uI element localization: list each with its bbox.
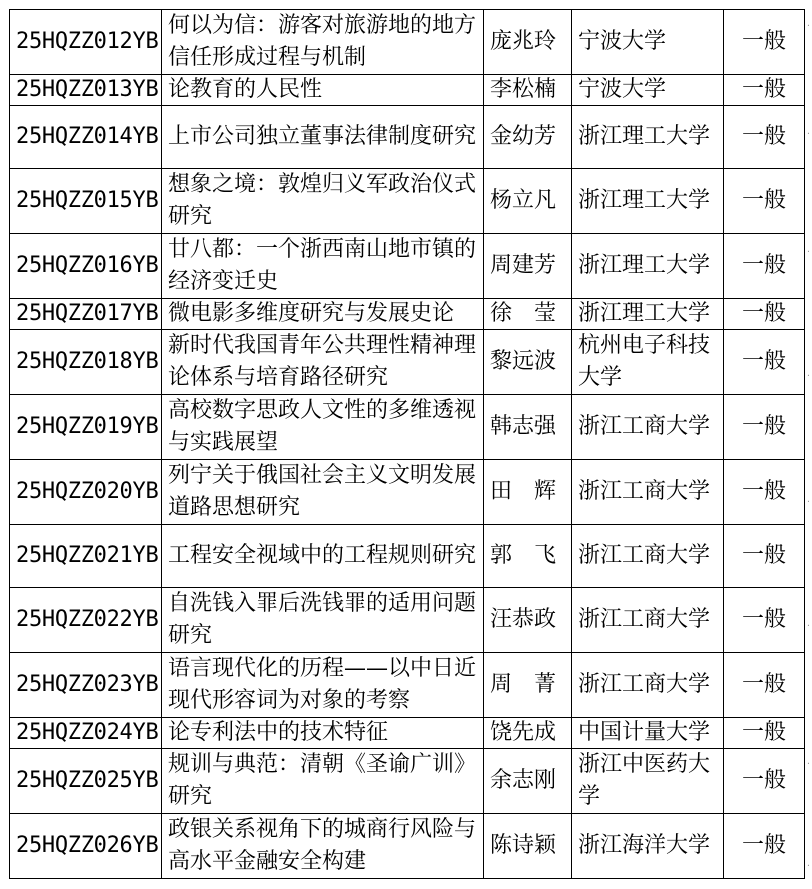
author-cell: 李松楠 [484, 75, 572, 106]
project-id-cell: 25HQZZ017YB [10, 299, 162, 330]
table-row [10, 395, 805, 460]
project-id-cell: 25HQZZ024YB [10, 718, 162, 749]
unit-cell: 浙江理工大学 [572, 169, 724, 234]
project-title-cell: 新时代我国青年公共理性精神理论体系与培育路径研究 [162, 330, 484, 395]
grant-list-body [10, 10, 805, 879]
project-title-cell: 高校数字思政人文性的多维透视与实践展望 [162, 395, 484, 460]
project-id-cell: 25HQZZ016YB [10, 234, 162, 299]
project-id-cell: 25HQZZ015YB [10, 169, 162, 234]
edge-mark: · [806, 759, 810, 770]
level-cell: 一般 [724, 330, 805, 395]
table-row [10, 169, 805, 234]
level-cell: 一般 [724, 749, 805, 814]
project-title-cell: 上市公司独立董事法律制度研究 [162, 106, 484, 169]
author-cell: 陈诗颖 [484, 814, 572, 879]
project-id-cell: 25HQZZ022YB [10, 588, 162, 653]
level-cell: 一般 [724, 299, 805, 330]
table-row [10, 75, 805, 106]
author-cell: 韩志强 [484, 395, 572, 460]
author-cell: 周 菁 [484, 653, 572, 718]
level-cell: 一般 [724, 653, 805, 718]
edge-mark: · [806, 247, 810, 258]
author-cell: 杨立凡 [484, 169, 572, 234]
unit-cell: 浙江工商大学 [572, 525, 724, 588]
table-row [10, 10, 805, 75]
project-title-cell: 自洗钱入罪后洗钱罪的适用问题研究 [162, 588, 484, 653]
author-cell: 庞兆玲 [484, 10, 572, 75]
unit-cell: 浙江中医药大学 [572, 749, 724, 814]
project-title-cell: 政银关系视角下的城商行风险与高水平金融安全构建 [162, 814, 484, 879]
author-cell: 徐 莹 [484, 299, 572, 330]
author-cell: 饶先成 [484, 718, 572, 749]
project-title-cell: 列宁关于俄国社会主义文明发展道路思想研究 [162, 460, 484, 525]
level-cell: 一般 [724, 814, 805, 879]
author-cell: 郭 飞 [484, 525, 572, 588]
author-cell: 黎远波 [484, 330, 572, 395]
unit-cell: 浙江理工大学 [572, 299, 724, 330]
project-id-cell: 25HQZZ019YB [10, 395, 162, 460]
table-row [10, 718, 805, 749]
project-title-cell: 何以为信：游客对旅游地的地方信任形成过程与机制 [162, 10, 484, 75]
edge-mark: · [806, 861, 810, 872]
unit-cell: 浙江工商大学 [572, 460, 724, 525]
level-cell: 一般 [724, 395, 805, 460]
unit-cell: 浙江理工大学 [572, 106, 724, 169]
table-row [10, 588, 805, 653]
table-row [10, 814, 805, 879]
project-title-cell: 论专利法中的技术特征 [162, 718, 484, 749]
project-id-cell: 25HQZZ026YB [10, 814, 162, 879]
unit-cell: 宁波大学 [572, 10, 724, 75]
unit-cell: 浙江工商大学 [572, 395, 724, 460]
table-row [10, 460, 805, 525]
table-row [10, 234, 805, 299]
level-cell: 一般 [724, 525, 805, 588]
table-row [10, 330, 805, 395]
table-row [10, 106, 805, 169]
unit-cell: 浙江海洋大学 [572, 814, 724, 879]
project-id-cell: 25HQZZ021YB [10, 525, 162, 588]
grant-list-table [9, 9, 805, 879]
project-title-cell: 规训与典范：清朝《圣谕广训》研究 [162, 749, 484, 814]
level-cell: 一般 [724, 169, 805, 234]
author-cell: 田 辉 [484, 460, 572, 525]
project-id-cell: 25HQZZ018YB [10, 330, 162, 395]
project-title-cell: 论教育的人民性 [162, 75, 484, 106]
level-cell: 一般 [724, 460, 805, 525]
author-cell: 金幼芳 [484, 106, 572, 169]
edge-mark: · [806, 21, 810, 32]
project-id-cell: 25HQZZ014YB [10, 106, 162, 169]
project-id-cell: 25HQZZ013YB [10, 75, 162, 106]
edge-mark: · [806, 129, 810, 140]
unit-cell: 浙江理工大学 [572, 234, 724, 299]
project-id-cell: 25HQZZ023YB [10, 653, 162, 718]
project-title-cell: 语言现代化的历程——以中日近现代形容词为对象的考察 [162, 653, 484, 718]
table-row [10, 653, 805, 718]
level-cell: 一般 [724, 75, 805, 106]
unit-cell: 杭州电子科技大学 [572, 330, 724, 395]
project-title-cell: 微电影多维度研究与发展史论 [162, 299, 484, 330]
edge-mark: · [806, 621, 810, 632]
project-id-cell: 25HQZZ020YB [10, 460, 162, 525]
table-row [10, 749, 805, 814]
project-title-cell: 廿八都：一个浙西南山地市镇的经济变迁史 [162, 234, 484, 299]
table-row [10, 525, 805, 588]
project-title-cell: 想象之境：敦煌归义军政治仪式研究 [162, 169, 484, 234]
edge-mark: · [806, 371, 810, 382]
project-id-cell: 25HQZZ012YB [10, 10, 162, 75]
level-cell: 一般 [724, 106, 805, 169]
edge-mark: · [806, 497, 810, 508]
author-cell: 余志刚 [484, 749, 572, 814]
project-title-cell: 工程安全视域中的工程规则研究 [162, 525, 484, 588]
table-row [10, 299, 805, 330]
level-cell: 一般 [724, 588, 805, 653]
level-cell: 一般 [724, 718, 805, 749]
unit-cell: 浙江工商大学 [572, 653, 724, 718]
project-id-cell: 25HQZZ025YB [10, 749, 162, 814]
unit-cell: 宁波大学 [572, 75, 724, 106]
level-cell: 一般 [724, 234, 805, 299]
unit-cell: 中国计量大学 [572, 718, 724, 749]
author-cell: 汪恭政 [484, 588, 572, 653]
level-cell: 一般 [724, 10, 805, 75]
author-cell: 周建芳 [484, 234, 572, 299]
unit-cell: 浙江工商大学 [572, 588, 724, 653]
